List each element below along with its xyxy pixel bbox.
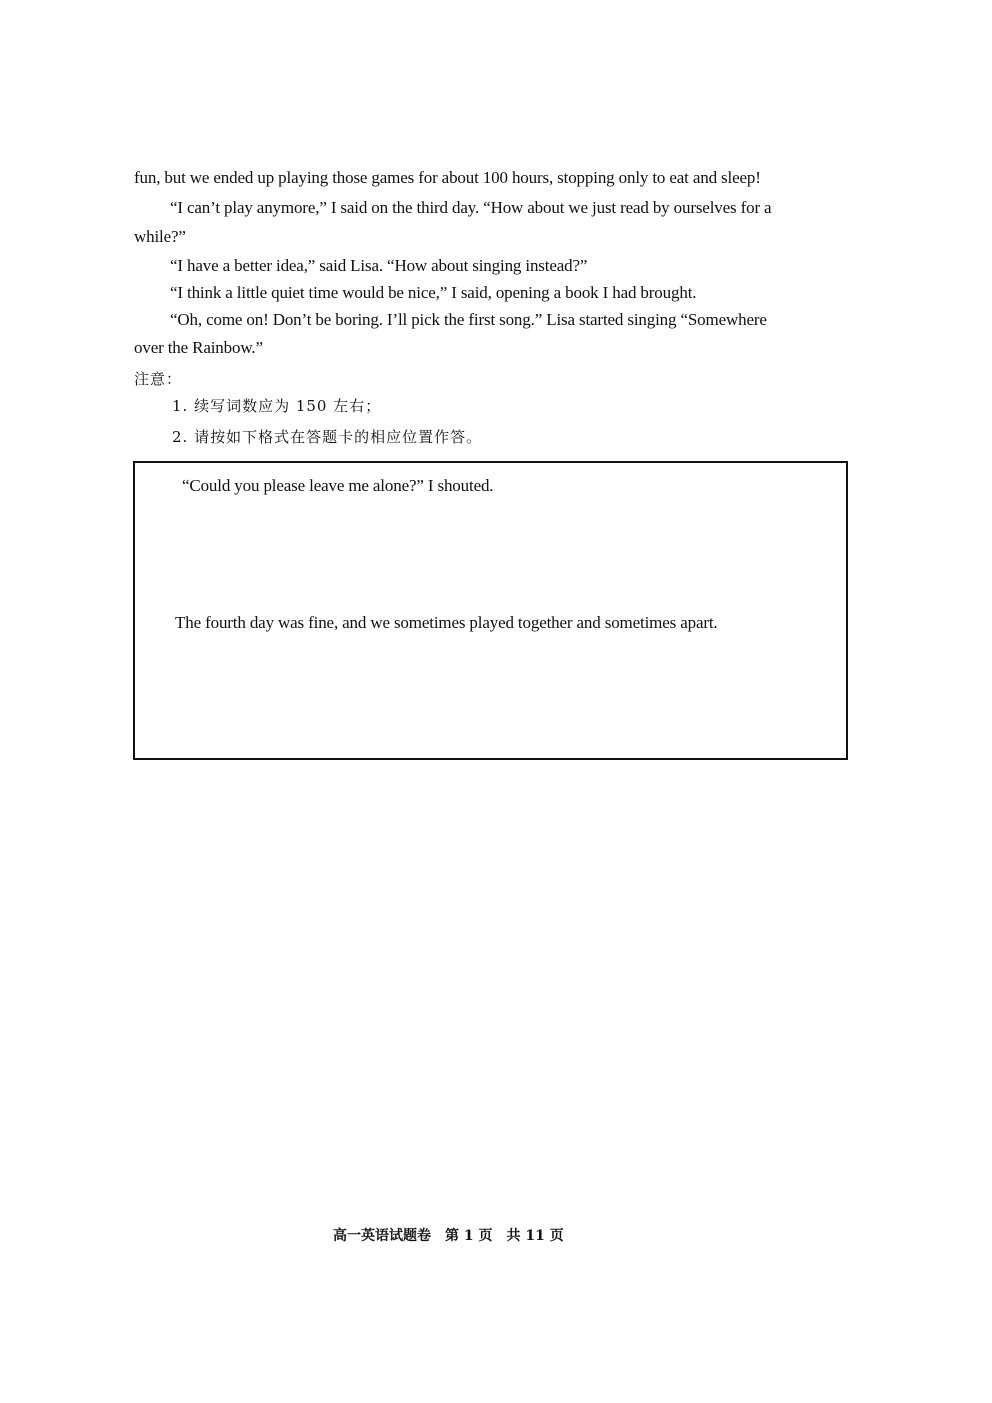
paragraph-2-opening: The fourth day was fine, and we sometimes played together and sometimes apart.: [175, 613, 718, 632]
passage-line-7: over the Rainbow.”: [134, 338, 263, 357]
passage-line-5: “I think a little quiet time would be nice,” I said, opening a book I had brought.: [170, 283, 697, 302]
answer-format-box: [133, 461, 848, 760]
footer-title: 高一英语试题卷: [333, 1228, 431, 1244]
passage-line-2: “I can’t play anymore,” I said on the third day. “How about we just read by ourselves for a: [170, 198, 772, 217]
page-footer: [333, 1226, 578, 1246]
passage-line-4: “I have a better idea,” said Lisa. “How about singing instead?”: [170, 256, 588, 275]
passage-line-3: while?”: [134, 227, 186, 246]
passage-line-1: fun, but we ended up playing those games for about 100 hours, stopping only to eat and sleep!: [134, 168, 761, 187]
notes-heading: 注意：: [134, 370, 183, 388]
passage-line-6: “Oh, come on! Don’t be boring. I’ll pick the first song.” Lisa started singing “Somewhere: [170, 310, 767, 329]
footer-total-pages: 共 11 页: [506, 1228, 564, 1244]
paragraph-1-opening: “Could you please leave me alone?” I shouted.: [182, 476, 494, 495]
notes-item-1: 1. 续写词数应为 150 左右；: [172, 397, 382, 415]
footer-page-number: 第 1 页: [445, 1228, 493, 1244]
notes-item-2: 2. 请按如下格式在答题卡的相应位置作答。: [172, 428, 483, 446]
